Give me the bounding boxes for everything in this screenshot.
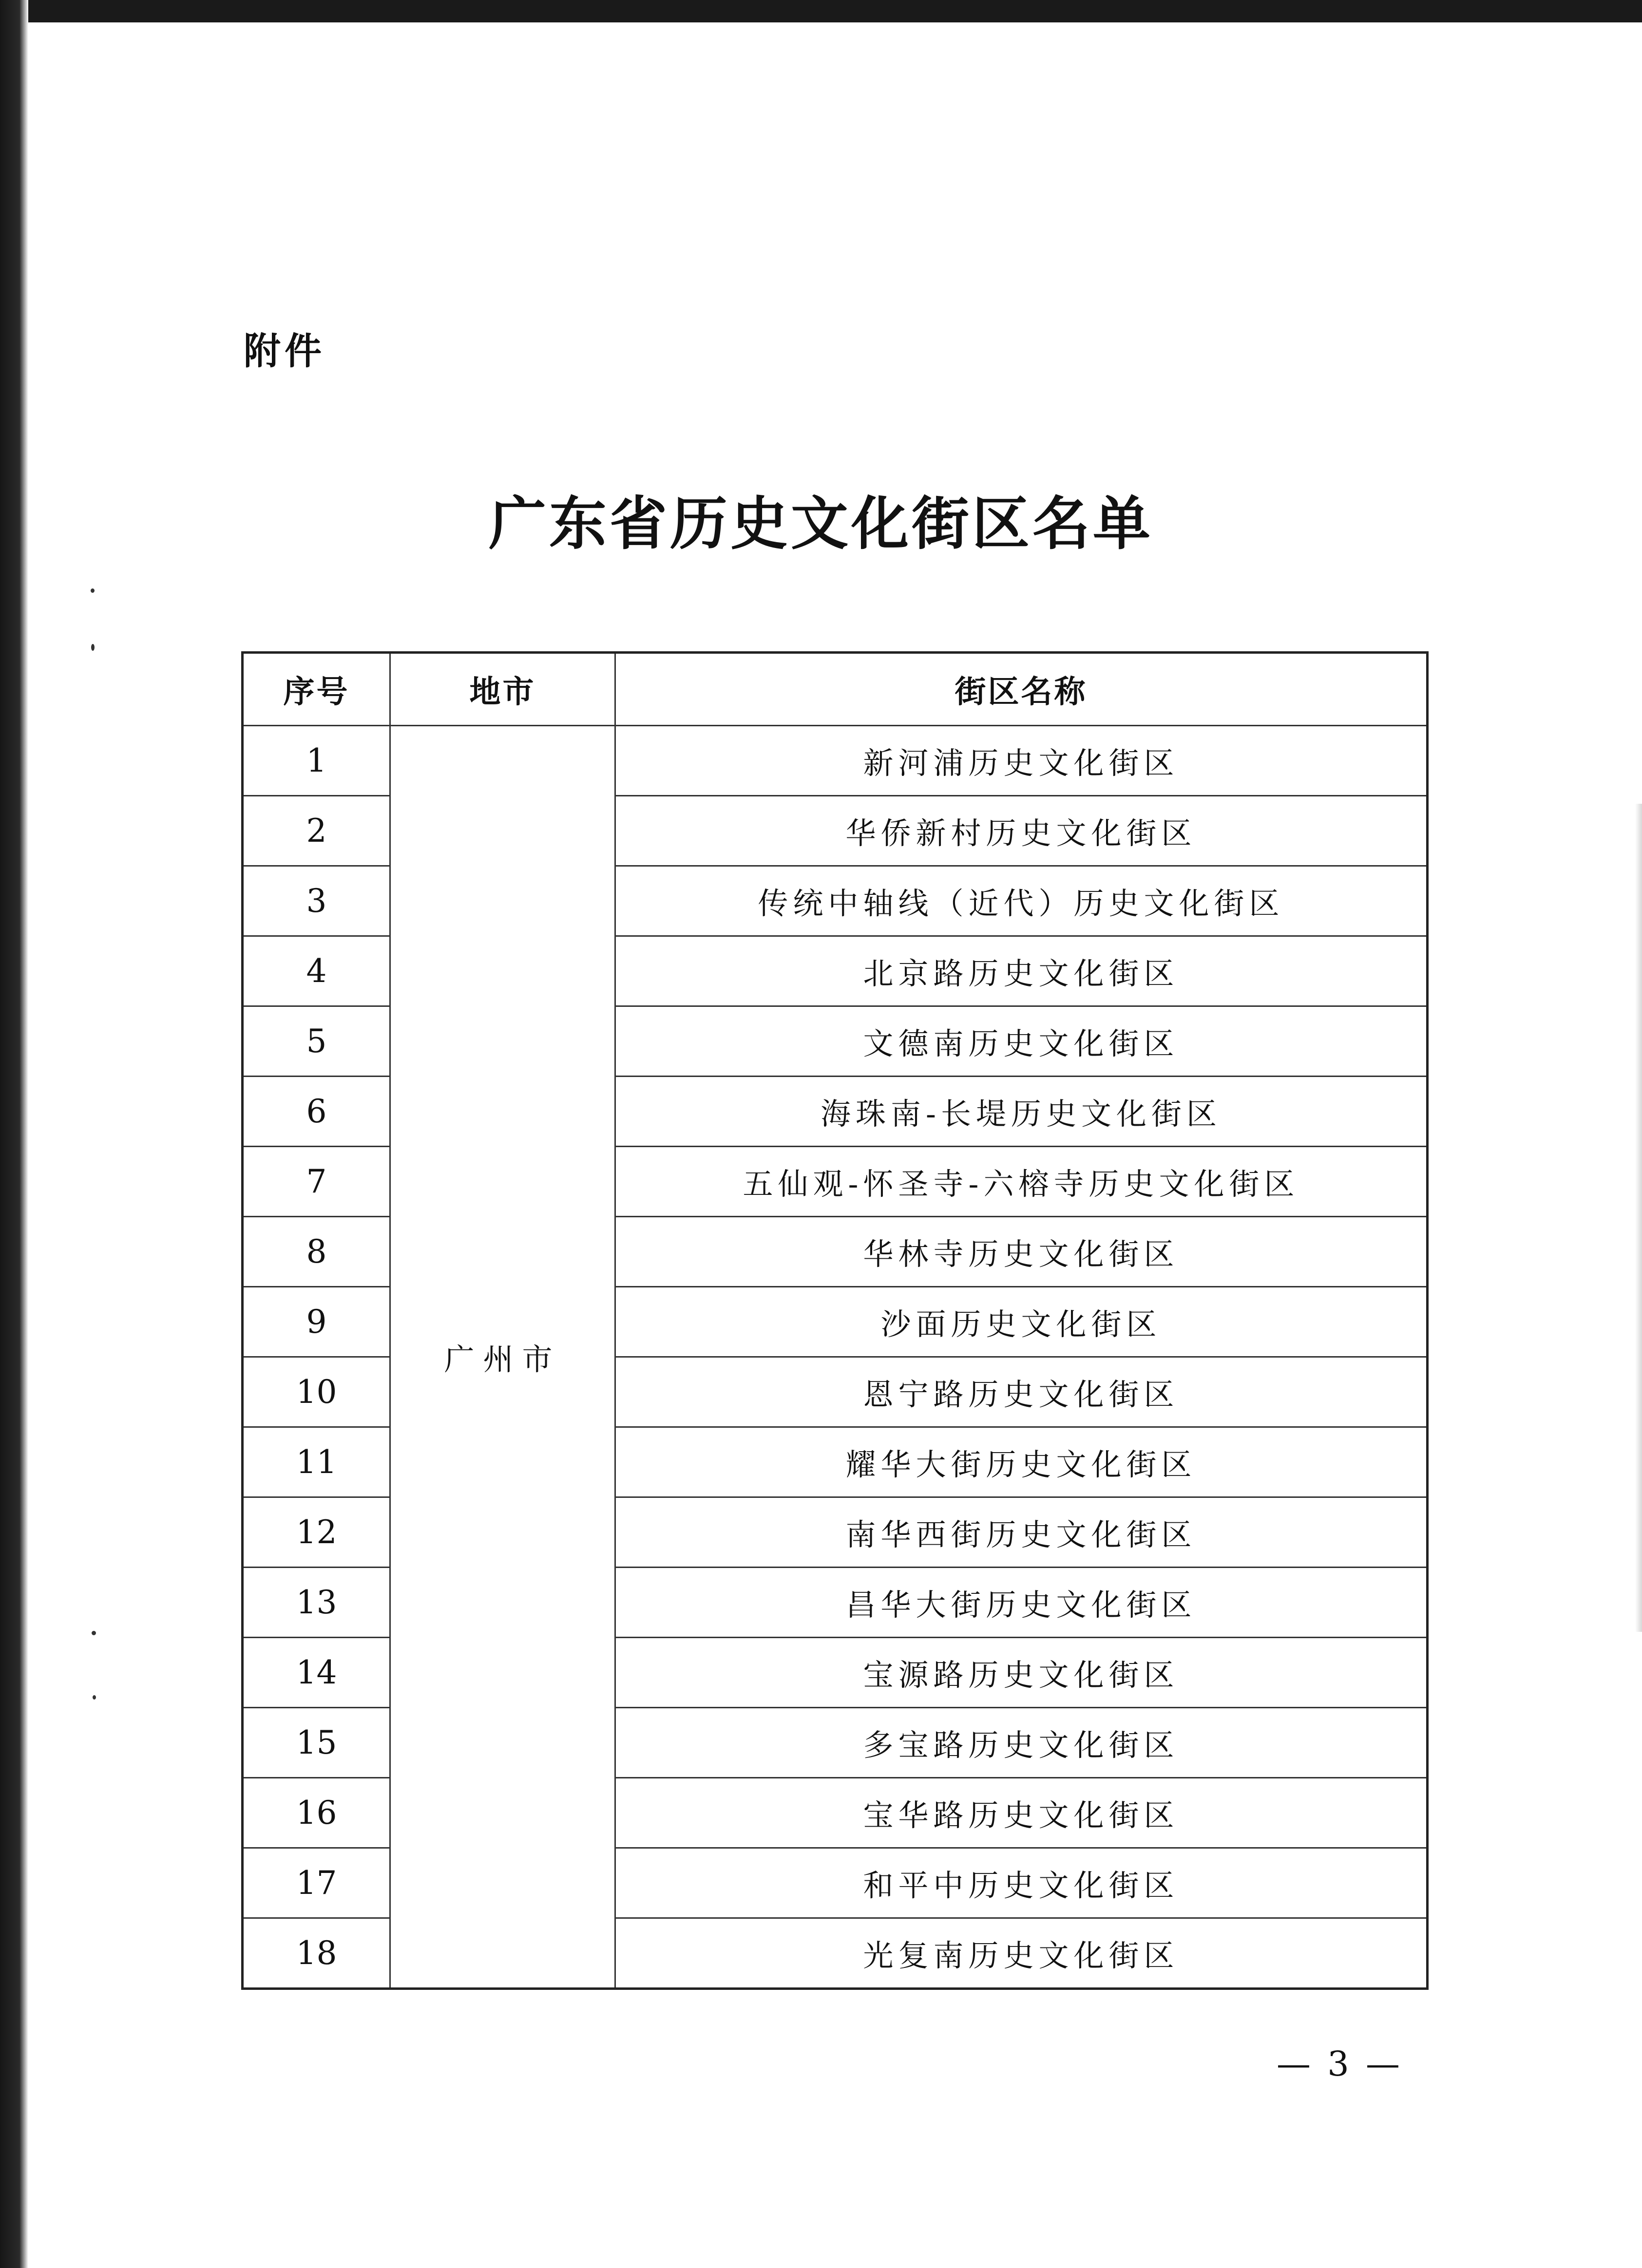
table-row	[243, 726, 1428, 796]
scan-speck	[91, 588, 95, 593]
district-name: 恩宁路历史文化街区	[615, 1357, 1428, 1427]
row-index: 10	[243, 1357, 390, 1427]
header-index: 序号	[243, 653, 390, 726]
row-index: 2	[243, 796, 390, 866]
district-name: 多宝路历史文化街区	[615, 1708, 1428, 1778]
district-name: 宝源路历史文化街区	[615, 1638, 1428, 1708]
row-index: 12	[243, 1497, 390, 1568]
scan-top-edge	[0, 0, 1642, 22]
scan-speck	[93, 1695, 96, 1700]
page-number: — 3 —	[1277, 2044, 1403, 2084]
attachment-label: 附件	[244, 329, 325, 373]
row-index: 6	[243, 1077, 390, 1147]
district-name: 北京路历史文化街区	[615, 936, 1428, 1006]
district-name: 光复南历史文化街区	[615, 1918, 1428, 1989]
district-name: 华侨新村历史文化街区	[615, 796, 1428, 866]
row-index: 9	[243, 1287, 390, 1357]
district-name: 海珠南-长堤历史文化街区	[615, 1077, 1428, 1147]
row-index: 18	[243, 1918, 390, 1989]
district-list-table	[241, 651, 1429, 1990]
table-body	[243, 726, 1428, 1989]
district-name: 耀华大街历史文化街区	[615, 1427, 1428, 1497]
row-index: 4	[243, 936, 390, 1006]
header-district-name: 街区名称	[615, 653, 1428, 726]
row-index: 17	[243, 1848, 390, 1918]
city-cell: 广州市	[390, 726, 615, 1989]
row-index: 7	[243, 1147, 390, 1217]
row-index: 8	[243, 1217, 390, 1287]
row-index: 3	[243, 866, 390, 936]
row-index: 15	[243, 1708, 390, 1778]
district-name: 沙面历史文化街区	[615, 1287, 1428, 1357]
district-name: 传统中轴线（近代）历史文化街区	[615, 866, 1428, 936]
row-index: 1	[243, 726, 390, 796]
district-name: 华林寺历史文化街区	[615, 1217, 1428, 1287]
row-index: 11	[243, 1427, 390, 1497]
district-name: 五仙观-怀圣寺-六榕寺历史文化街区	[615, 1147, 1428, 1217]
row-index: 13	[243, 1568, 390, 1638]
district-name: 宝华路历史文化街区	[615, 1778, 1428, 1848]
table-header-row	[243, 653, 1428, 726]
district-name: 文德南历史文化街区	[615, 1006, 1428, 1077]
district-name: 和平中历史文化街区	[615, 1848, 1428, 1918]
scan-speck	[91, 644, 95, 651]
district-name: 新河浦历史文化街区	[615, 726, 1428, 796]
district-name: 昌华大街历史文化街区	[615, 1568, 1428, 1638]
header-city: 地市	[390, 653, 615, 726]
district-name: 南华西街历史文化街区	[615, 1497, 1428, 1568]
scan-left-edge	[0, 0, 28, 2268]
document-title: 广东省历史文化街区名单	[488, 490, 1153, 557]
scan-right-edge	[1635, 804, 1642, 1632]
row-index: 16	[243, 1778, 390, 1848]
row-index: 5	[243, 1006, 390, 1077]
scan-speck	[92, 1631, 96, 1635]
row-index: 14	[243, 1638, 390, 1708]
